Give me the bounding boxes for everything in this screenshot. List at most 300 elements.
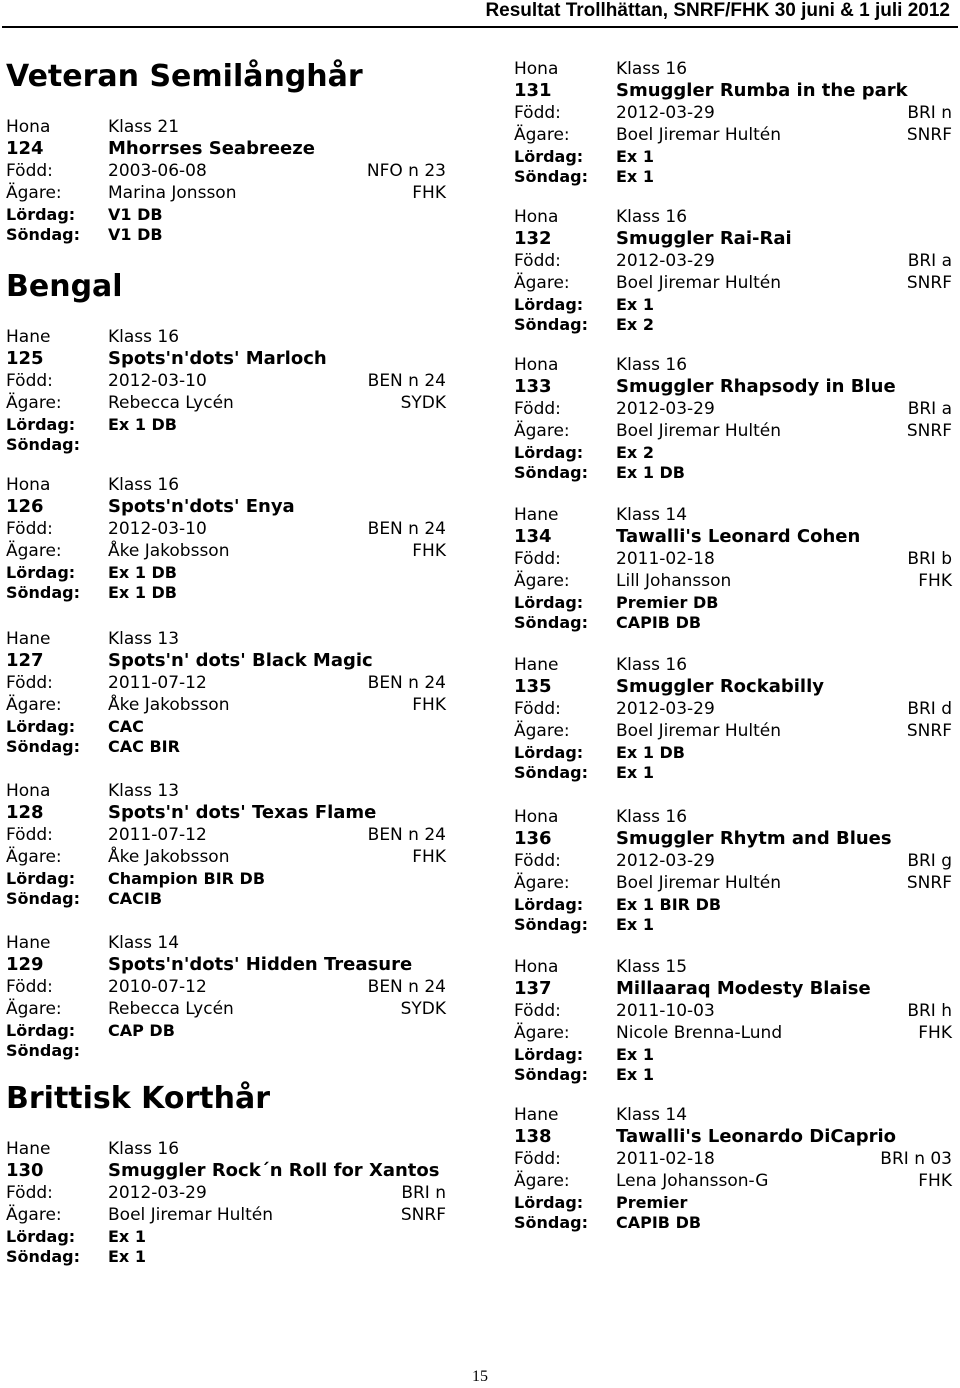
saturday-label: Lördag: bbox=[6, 415, 76, 434]
club-name: SNRF bbox=[906, 721, 952, 741]
entry-title-row bbox=[6, 954, 446, 976]
sunday-result: Ex 1 bbox=[616, 167, 654, 186]
entry-born-row bbox=[6, 370, 446, 392]
born-date: 2011-10-03 bbox=[616, 1001, 715, 1021]
ems-code: BRI d bbox=[907, 699, 952, 719]
club-name: SYDK bbox=[400, 999, 446, 1019]
header-rule bbox=[2, 26, 958, 28]
class-label: Klass 16 bbox=[616, 59, 688, 79]
sex-label: Hane bbox=[514, 505, 559, 525]
class-label: Klass 16 bbox=[616, 207, 688, 227]
sunday-result: Ex 1 bbox=[616, 1065, 654, 1084]
ems-code: BRI a bbox=[907, 251, 952, 271]
entry-sunday-row bbox=[6, 434, 446, 456]
owner-name: Boel Jiremar Hultén bbox=[108, 1205, 274, 1225]
club-name: SNRF bbox=[906, 125, 952, 145]
class-label: Klass 16 bbox=[616, 355, 688, 375]
entry-saturday-row bbox=[6, 562, 446, 584]
owner-name: Lena Johansson-G bbox=[616, 1171, 769, 1191]
sunday-result: Ex 2 bbox=[616, 315, 654, 334]
cat-name: Smuggler Rock´n Roll for Xantos bbox=[108, 1160, 440, 1181]
entry-saturday-row bbox=[6, 716, 446, 738]
sex-label: Hona bbox=[514, 207, 559, 227]
sex-label: Hona bbox=[514, 807, 559, 827]
sunday-label: Söndag: bbox=[6, 737, 81, 756]
owner-label: Ägare: bbox=[514, 421, 570, 441]
entry-owner-row bbox=[514, 1022, 952, 1044]
owner-name: Rebecca Lycén bbox=[108, 393, 234, 413]
entry-sex-class-row bbox=[514, 58, 952, 80]
born-label: Född: bbox=[514, 1001, 561, 1021]
entry-owner-row bbox=[6, 392, 446, 414]
entry-saturday-row bbox=[514, 1192, 952, 1214]
born-label: Född: bbox=[6, 371, 53, 391]
entry-saturday-row bbox=[514, 1044, 952, 1066]
entry-born-row bbox=[514, 548, 952, 570]
owner-label: Ägare: bbox=[514, 873, 570, 893]
born-label: Född: bbox=[514, 851, 561, 871]
entry-saturday-row bbox=[6, 868, 446, 890]
owner-name: Rebecca Lycén bbox=[108, 999, 234, 1019]
ems-code: BRI b bbox=[907, 549, 952, 569]
owner-label: Ägare: bbox=[6, 847, 62, 867]
entry-born-row bbox=[514, 250, 952, 272]
class-label: Klass 14 bbox=[108, 933, 180, 953]
cat-name: Spots'n' dots' Texas Flame bbox=[108, 802, 377, 823]
entry-owner-row bbox=[6, 998, 446, 1020]
class-label: Klass 16 bbox=[108, 475, 180, 495]
entry-saturday-row bbox=[6, 1226, 446, 1248]
saturday-label: Lördag: bbox=[514, 443, 584, 462]
saturday-label: Lördag: bbox=[6, 869, 76, 888]
entry-owner-row bbox=[514, 420, 952, 442]
catalog-number: 138 bbox=[514, 1126, 552, 1147]
ems-code: BEN n 24 bbox=[367, 977, 446, 997]
sex-label: Hona bbox=[514, 59, 559, 79]
catalog-number: 128 bbox=[6, 802, 44, 823]
club-name: SNRF bbox=[400, 1205, 446, 1225]
sunday-label: Söndag: bbox=[514, 763, 589, 782]
born-label: Född: bbox=[6, 519, 53, 539]
sunday-result: V1 DB bbox=[108, 225, 163, 244]
saturday-label: Lördag: bbox=[514, 593, 584, 612]
catalog-number: 133 bbox=[514, 376, 552, 397]
sunday-label: Söndag: bbox=[514, 1065, 589, 1084]
class-label: Klass 13 bbox=[108, 781, 180, 801]
cat-name: Smuggler Rhytm and Blues bbox=[616, 828, 892, 849]
entry-sunday-row bbox=[6, 224, 446, 246]
catalog-number: 124 bbox=[6, 138, 44, 159]
entry-sunday-row bbox=[514, 166, 952, 188]
club-name: SYDK bbox=[400, 393, 446, 413]
born-label: Född: bbox=[6, 977, 53, 997]
entry-sunday-row bbox=[6, 1040, 446, 1062]
sunday-label: Söndag: bbox=[514, 1213, 589, 1232]
owner-label: Ägare: bbox=[6, 541, 62, 561]
born-date: 2012-03-29 bbox=[616, 251, 715, 271]
entry-sex-class-row bbox=[514, 354, 952, 376]
owner-label: Ägare: bbox=[514, 721, 570, 741]
entry-sex-class-row bbox=[514, 1104, 952, 1126]
ems-code: BEN n 24 bbox=[367, 371, 446, 391]
saturday-label: Lördag: bbox=[6, 1227, 76, 1246]
club-name: FHK bbox=[918, 1023, 952, 1043]
born-date: 2011-02-18 bbox=[616, 1149, 715, 1169]
saturday-result: Ex 1 DB bbox=[108, 415, 177, 434]
ems-code: BRI g bbox=[907, 851, 952, 871]
owner-label: Ägare: bbox=[6, 393, 62, 413]
club-name: FHK bbox=[412, 541, 446, 561]
sunday-label: Söndag: bbox=[6, 889, 81, 908]
entry-sex-class-row bbox=[514, 806, 952, 828]
owner-name: Åke Jakobsson bbox=[108, 695, 230, 715]
sunday-result: CAC BIR bbox=[108, 737, 180, 756]
born-label: Född: bbox=[514, 251, 561, 271]
saturday-label: Lördag: bbox=[6, 563, 76, 582]
class-label: Klass 15 bbox=[616, 957, 688, 977]
ems-code: NFO n 23 bbox=[366, 161, 446, 181]
saturday-label: Lördag: bbox=[514, 1193, 584, 1212]
owner-label: Ägare: bbox=[6, 999, 62, 1019]
born-date: 2011-07-12 bbox=[108, 673, 207, 693]
cat-name: Smuggler Rai-Rai bbox=[616, 228, 792, 249]
entry-owner-row bbox=[514, 720, 952, 742]
owner-name: Åke Jakobsson bbox=[108, 541, 230, 561]
entry-title-row bbox=[514, 80, 952, 102]
entry-owner-row bbox=[514, 1170, 952, 1192]
entry-title-row bbox=[514, 526, 952, 548]
ems-code: BRI n bbox=[907, 103, 952, 123]
born-label: Född: bbox=[514, 399, 561, 419]
born-label: Född: bbox=[6, 673, 53, 693]
entry-sex-class-row bbox=[514, 206, 952, 228]
catalog-number: 129 bbox=[6, 954, 44, 975]
entry-born-row bbox=[6, 1182, 446, 1204]
ems-code: BRI n bbox=[401, 1183, 446, 1203]
entry-title-row bbox=[514, 978, 952, 1000]
owner-name: Boel Jiremar Hultén bbox=[616, 421, 782, 441]
owner-name: Åke Jakobsson bbox=[108, 847, 230, 867]
cat-name: Smuggler Rockabilly bbox=[616, 676, 824, 697]
entry-saturday-row bbox=[6, 204, 446, 226]
saturday-result: Ex 1 bbox=[616, 295, 654, 314]
sunday-label: Söndag: bbox=[514, 167, 589, 186]
entry-sex-class-row bbox=[514, 504, 952, 526]
catalog-number: 126 bbox=[6, 496, 44, 517]
sunday-result: CAPIB DB bbox=[616, 1213, 702, 1232]
entry-sunday-row bbox=[514, 612, 952, 634]
sex-label: Hane bbox=[6, 1139, 51, 1159]
entry-born-row bbox=[514, 102, 952, 124]
entry-saturday-row bbox=[514, 442, 952, 464]
entry-title-row bbox=[6, 1160, 446, 1182]
sex-label: Hane bbox=[6, 933, 51, 953]
entry-sunday-row bbox=[6, 1246, 446, 1268]
sex-label: Hona bbox=[514, 355, 559, 375]
entry-owner-row bbox=[6, 694, 446, 716]
owner-label: Ägare: bbox=[514, 1171, 570, 1191]
born-date: 2012-03-29 bbox=[616, 851, 715, 871]
entry-sunday-row bbox=[6, 736, 446, 758]
entry-sex-class-row bbox=[6, 116, 446, 138]
entry-sunday-row bbox=[514, 314, 952, 336]
sunday-label: Söndag: bbox=[514, 915, 589, 934]
catalog-number: 132 bbox=[514, 228, 552, 249]
saturday-result: Premier DB bbox=[616, 593, 719, 612]
saturday-label: Lördag: bbox=[514, 743, 584, 762]
sex-label: Hona bbox=[6, 475, 51, 495]
entry-title-row bbox=[514, 376, 952, 398]
cat-name: Tawalli's Leonardo DiCaprio bbox=[616, 1126, 897, 1147]
club-name: SNRF bbox=[906, 421, 952, 441]
saturday-label: Lördag: bbox=[514, 895, 584, 914]
page-header-title: Resultat Trollhättan, SNRF/FHK 30 juni & 1 juli 2012 bbox=[485, 0, 950, 21]
saturday-label: Lördag: bbox=[6, 717, 76, 736]
cat-name: Smuggler Rhapsody in Blue bbox=[616, 376, 896, 397]
saturday-result: Ex 1 bbox=[616, 1045, 654, 1064]
cat-name: Millaaraq Modesty Blaise bbox=[616, 978, 871, 999]
sunday-label: Söndag: bbox=[6, 1247, 81, 1266]
entry-born-row bbox=[514, 398, 952, 420]
entry-saturday-row bbox=[514, 592, 952, 614]
cat-name: Smuggler Rumba in the park bbox=[616, 80, 908, 101]
club-name: FHK bbox=[412, 183, 446, 203]
born-label: Född: bbox=[6, 161, 53, 181]
ems-code: BRI n 03 bbox=[880, 1149, 952, 1169]
sex-label: Hona bbox=[514, 957, 559, 977]
owner-name: Nicole Brenna-Lund bbox=[616, 1023, 783, 1043]
entry-owner-row bbox=[514, 124, 952, 146]
sunday-label: Söndag: bbox=[6, 583, 81, 602]
catalog-number: 130 bbox=[6, 1160, 44, 1181]
page-number: 15 bbox=[472, 1368, 488, 1385]
saturday-result: Ex 1 DB bbox=[616, 743, 685, 762]
born-label: Född: bbox=[6, 825, 53, 845]
entry-title-row bbox=[6, 138, 446, 160]
saturday-result: Ex 1 bbox=[616, 147, 654, 166]
born-date: 2012-03-29 bbox=[108, 1183, 207, 1203]
entry-sex-class-row bbox=[6, 474, 446, 496]
breed-heading: Veteran Semilånghår bbox=[6, 59, 363, 94]
owner-label: Ägare: bbox=[514, 273, 570, 293]
club-name: SNRF bbox=[906, 273, 952, 293]
entry-sex-class-row bbox=[514, 956, 952, 978]
saturday-result: Premier bbox=[616, 1193, 688, 1212]
saturday-label: Lördag: bbox=[514, 295, 584, 314]
class-label: Klass 16 bbox=[616, 807, 688, 827]
saturday-result: Ex 1 BIR DB bbox=[616, 895, 722, 914]
entry-title-row bbox=[514, 676, 952, 698]
entry-title-row bbox=[514, 828, 952, 850]
born-date: 2012-03-29 bbox=[616, 699, 715, 719]
born-label: Född: bbox=[514, 549, 561, 569]
entry-sex-class-row bbox=[6, 780, 446, 802]
entry-born-row bbox=[6, 672, 446, 694]
owner-label: Ägare: bbox=[6, 183, 62, 203]
entry-sunday-row bbox=[6, 888, 446, 910]
sex-label: Hane bbox=[6, 327, 51, 347]
entry-owner-row bbox=[514, 272, 952, 294]
owner-label: Ägare: bbox=[6, 695, 62, 715]
catalog-number: 135 bbox=[514, 676, 552, 697]
sunday-result: Ex 1 DB bbox=[616, 463, 685, 482]
entry-born-row bbox=[6, 160, 446, 182]
born-date: 2012-03-10 bbox=[108, 371, 207, 391]
entry-saturday-row bbox=[514, 146, 952, 168]
born-date: 2012-03-10 bbox=[108, 519, 207, 539]
entry-title-row bbox=[6, 802, 446, 824]
class-label: Klass 14 bbox=[616, 505, 688, 525]
entry-owner-row bbox=[6, 540, 446, 562]
owner-name: Lill Johansson bbox=[616, 571, 732, 591]
entry-owner-row bbox=[6, 182, 446, 204]
born-date: 2012-03-29 bbox=[616, 103, 715, 123]
saturday-result: CAC bbox=[108, 717, 144, 736]
owner-name: Boel Jiremar Hultén bbox=[616, 125, 782, 145]
owner-label: Ägare: bbox=[514, 125, 570, 145]
sex-label: Hona bbox=[6, 781, 51, 801]
class-label: Klass 13 bbox=[108, 629, 180, 649]
cat-name: Spots'n'dots' Marloch bbox=[108, 348, 327, 369]
cat-name: Spots'n'dots' Hidden Treasure bbox=[108, 954, 413, 975]
sunday-result: Ex 1 bbox=[616, 915, 654, 934]
owner-label: Ägare: bbox=[514, 571, 570, 591]
sex-label: Hane bbox=[514, 655, 559, 675]
cat-name: Mhorrses Seabreeze bbox=[108, 138, 315, 159]
sunday-label: Söndag: bbox=[514, 613, 589, 632]
entry-title-row bbox=[6, 496, 446, 518]
cat-name: Tawalli's Leonard Cohen bbox=[616, 526, 861, 547]
entry-sunday-row bbox=[514, 1212, 952, 1234]
entry-born-row bbox=[514, 850, 952, 872]
sunday-result: Ex 1 bbox=[616, 763, 654, 782]
entry-saturday-row bbox=[514, 894, 952, 916]
sex-label: Hane bbox=[6, 629, 51, 649]
saturday-label: Lördag: bbox=[514, 147, 584, 166]
club-name: FHK bbox=[918, 571, 952, 591]
catalog-number: 131 bbox=[514, 80, 552, 101]
entry-saturday-row bbox=[6, 414, 446, 436]
sunday-label: Söndag: bbox=[6, 1041, 81, 1060]
sunday-label: Söndag: bbox=[514, 463, 589, 482]
sunday-label: Söndag: bbox=[6, 435, 81, 454]
ems-code: BEN n 24 bbox=[367, 673, 446, 693]
entry-owner-row bbox=[6, 1204, 446, 1226]
sunday-result: Ex 1 bbox=[108, 1247, 146, 1266]
cat-name: Spots'n' dots' Black Magic bbox=[108, 650, 373, 671]
class-label: Klass 21 bbox=[108, 117, 180, 137]
born-date: 2011-02-18 bbox=[616, 549, 715, 569]
class-label: Klass 16 bbox=[108, 327, 180, 347]
sunday-result: CACIB bbox=[108, 889, 163, 908]
sunday-result: Ex 1 DB bbox=[108, 583, 177, 602]
saturday-result: CAP DB bbox=[108, 1021, 175, 1040]
entry-sunday-row bbox=[514, 914, 952, 936]
ems-code: BEN n 24 bbox=[367, 825, 446, 845]
ems-code: BRI h bbox=[907, 1001, 952, 1021]
entry-born-row bbox=[6, 976, 446, 998]
club-name: FHK bbox=[412, 695, 446, 715]
entry-sex-class-row bbox=[6, 932, 446, 954]
owner-name: Boel Jiremar Hultén bbox=[616, 273, 782, 293]
entry-sex-class-row bbox=[6, 1138, 446, 1160]
entry-born-row bbox=[6, 518, 446, 540]
saturday-label: Lördag: bbox=[6, 1021, 76, 1040]
entry-sex-class-row bbox=[6, 326, 446, 348]
entry-born-row bbox=[6, 824, 446, 846]
entry-title-row bbox=[514, 1126, 952, 1148]
owner-label: Ägare: bbox=[514, 1023, 570, 1043]
entry-saturday-row bbox=[6, 1020, 446, 1042]
entry-sunday-row bbox=[514, 1064, 952, 1086]
born-date: 2003-06-08 bbox=[108, 161, 207, 181]
born-date: 2010-07-12 bbox=[108, 977, 207, 997]
owner-name: Boel Jiremar Hultén bbox=[616, 721, 782, 741]
cat-name: Spots'n'dots' Enya bbox=[108, 496, 295, 517]
entry-saturday-row bbox=[514, 294, 952, 316]
entry-title-row bbox=[6, 650, 446, 672]
saturday-label: Lördag: bbox=[6, 205, 76, 224]
entry-title-row bbox=[6, 348, 446, 370]
sex-label: Hane bbox=[514, 1105, 559, 1125]
born-label: Född: bbox=[6, 1183, 53, 1203]
sunday-label: Söndag: bbox=[514, 315, 589, 334]
entry-sex-class-row bbox=[6, 628, 446, 650]
entry-born-row bbox=[514, 1148, 952, 1170]
club-name: SNRF bbox=[906, 873, 952, 893]
class-label: Klass 16 bbox=[616, 655, 688, 675]
catalog-number: 134 bbox=[514, 526, 552, 547]
born-label: Född: bbox=[514, 1149, 561, 1169]
entry-sunday-row bbox=[6, 582, 446, 604]
owner-name: Boel Jiremar Hultén bbox=[616, 873, 782, 893]
catalog-number: 137 bbox=[514, 978, 552, 999]
entry-sunday-row bbox=[514, 762, 952, 784]
owner-label: Ägare: bbox=[6, 1205, 62, 1225]
entry-born-row bbox=[514, 698, 952, 720]
entry-title-row bbox=[514, 228, 952, 250]
catalog-number: 127 bbox=[6, 650, 44, 671]
breed-heading: Bengal bbox=[6, 269, 123, 304]
saturday-result: Ex 1 bbox=[108, 1227, 146, 1246]
saturday-result: Champion BIR DB bbox=[108, 869, 266, 888]
catalog-number: 136 bbox=[514, 828, 552, 849]
entry-owner-row bbox=[6, 846, 446, 868]
club-name: FHK bbox=[412, 847, 446, 867]
entry-born-row bbox=[514, 1000, 952, 1022]
born-label: Född: bbox=[514, 699, 561, 719]
born-date: 2011-07-12 bbox=[108, 825, 207, 845]
sex-label: Hona bbox=[6, 117, 51, 137]
ems-code: BEN n 24 bbox=[367, 519, 446, 539]
entry-sunday-row bbox=[514, 462, 952, 484]
sunday-label: Söndag: bbox=[6, 225, 81, 244]
saturday-result: Ex 2 bbox=[616, 443, 654, 462]
saturday-label: Lördag: bbox=[514, 1045, 584, 1064]
born-label: Född: bbox=[514, 103, 561, 123]
breed-heading: Brittisk Korthår bbox=[6, 1081, 271, 1116]
saturday-result: V1 DB bbox=[108, 205, 163, 224]
entry-owner-row bbox=[514, 872, 952, 894]
ems-code: BRI a bbox=[907, 399, 952, 419]
entry-saturday-row bbox=[514, 742, 952, 764]
owner-name: Marina Jonsson bbox=[108, 183, 237, 203]
club-name: FHK bbox=[918, 1171, 952, 1191]
class-label: Klass 16 bbox=[108, 1139, 180, 1159]
entry-owner-row bbox=[514, 570, 952, 592]
class-label: Klass 14 bbox=[616, 1105, 688, 1125]
catalog-number: 125 bbox=[6, 348, 44, 369]
